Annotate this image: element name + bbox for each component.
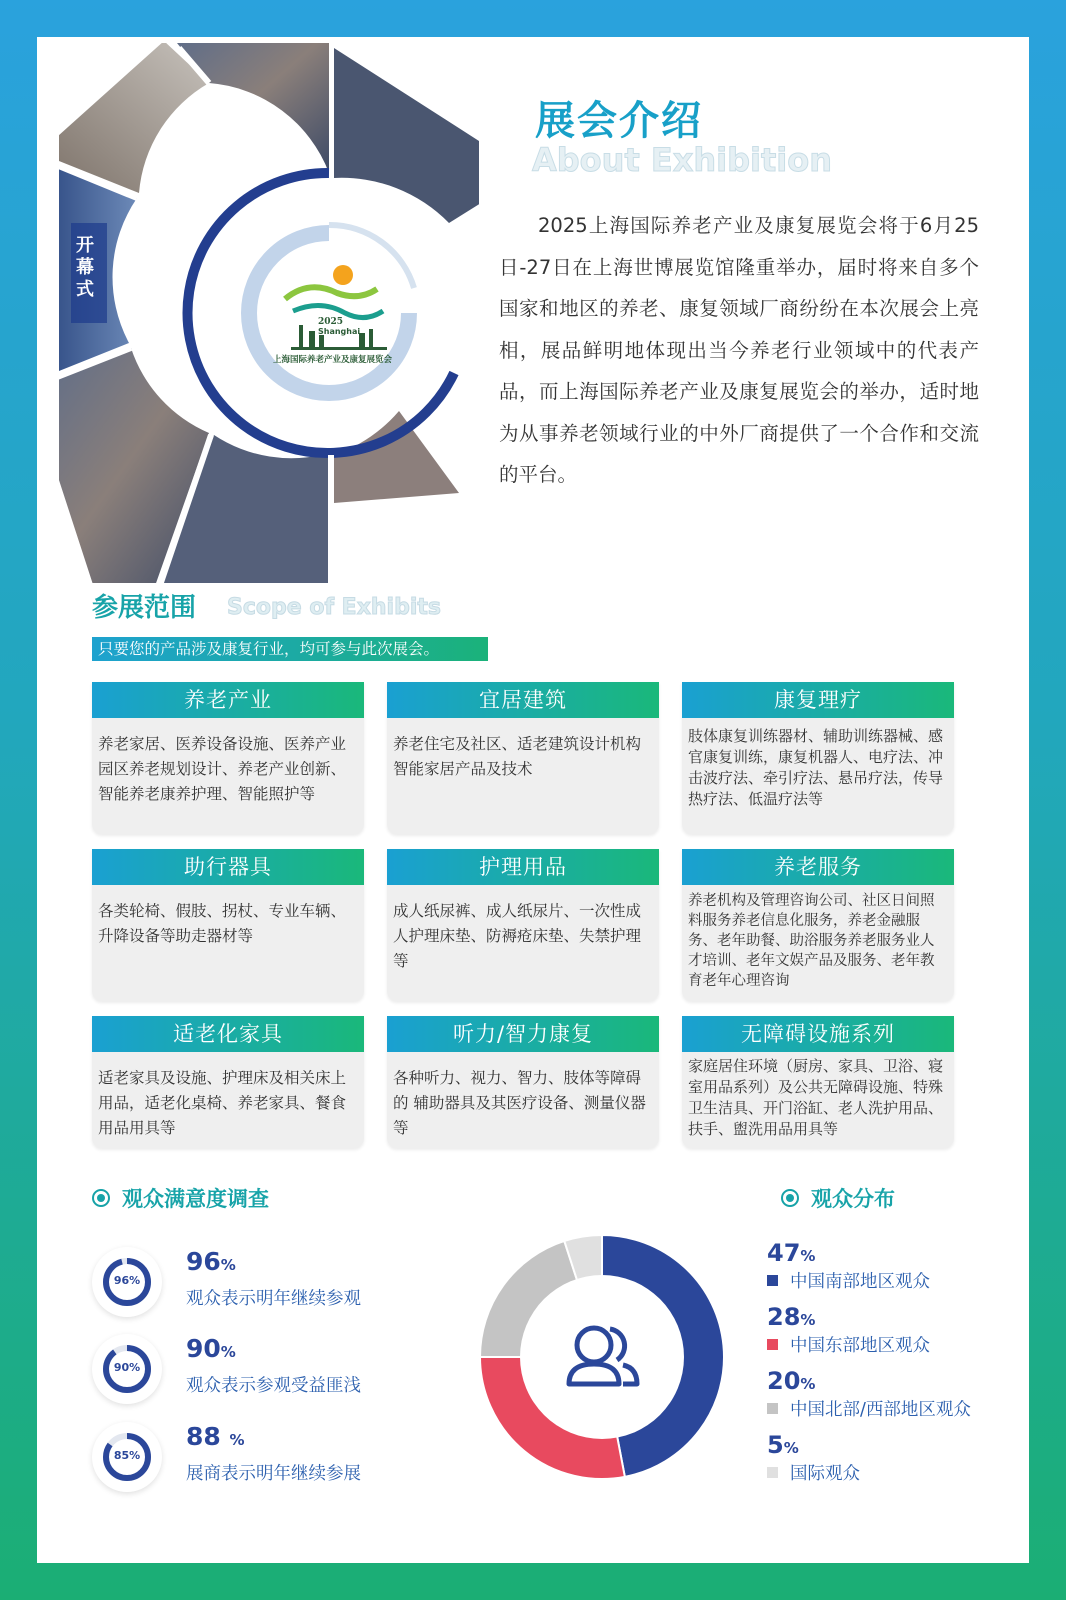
legend-item [767, 1367, 971, 1421]
scope-card-title: 养老产业 [92, 682, 364, 718]
crowd-photo-sector [59, 43, 209, 193]
legend-label: 中国东部地区观众 [790, 1336, 930, 1356]
scope-card-body: 适老家具及设施、护理床及相关床上用品，适老化桌椅、养老家具、餐食用品用具等 [98, 1069, 347, 1137]
crowd-photo-sector [334, 411, 459, 503]
scope-card [682, 1016, 954, 1148]
legend-label: 国际观众 [790, 1464, 860, 1484]
scope-card-title: 护理用品 [387, 849, 659, 885]
scope-card-body: 养老住宅及社区、适老建筑设计机构智能家居产品及技术 [393, 735, 642, 778]
scope-card [682, 849, 954, 1001]
scope-card-title: 无障碍设施系列 [682, 1016, 954, 1052]
scope-banner: 只要您的产品涉及康复行业，均可参与此次展会。 [92, 637, 488, 661]
satisfaction-value: 88 % [186, 1422, 245, 1451]
scope-card [92, 849, 364, 1001]
scope-card-body: 成人纸尿裤、成人纸尿片、一次性成人护理床垫、防褥疮床垫、失禁护理等 [393, 902, 642, 970]
legend-swatch [767, 1275, 778, 1286]
legend-item [767, 1239, 930, 1293]
satisfaction-heading [92, 1183, 269, 1213]
scope-subtitle: Scope of Exhibits [227, 595, 441, 620]
legend-value: 5% [767, 1431, 799, 1459]
scope-card-body: 养老家居、医养设备设施、医养产业园区养老规划设计、养老产业创新、智能养老康养护理、智能照护等 [98, 735, 347, 803]
distribution-heading [781, 1183, 895, 1213]
bullet-icon [781, 1189, 799, 1207]
hero-subtitle: About Exhibition [532, 141, 833, 179]
legend-label: 中国北部/西部地区观众 [790, 1400, 971, 1420]
scope-card-body: 各种听力、视力、智力、肢体等障碍的 辅助器具及其医疗设备、测量仪器等 [393, 1069, 646, 1137]
scope-card-title: 助行器具 [92, 849, 364, 885]
hero-photo-fan [59, 43, 479, 583]
satisfaction-desc: 观众表示参观受益匪浅 [186, 1376, 361, 1396]
progress-ring [92, 1247, 162, 1317]
legend-swatch [767, 1467, 778, 1478]
hero-intro-text: 2025上海国际养老产业及康复展览会将于6月25日-27日在上海世博展览馆隆重举办，届时将来自多个国家和地区的养老、康复领域厂商纷纷在本次展会上亮相，展品鲜明地体现出当今养老行业领域中的代表产品，而上海国际养老产业及康复展览会的举办，适时地为从事养老领域行业的中外厂商提供了一个合作和交流的平台。 [499, 214, 979, 486]
bullet-icon [92, 1189, 110, 1207]
scope-card-body: 养老机构及管理咨询公司、社区日间照料服务养老信息化服务，养老金融服务、老年助餐、助浴服务养老服务业人才培训、老年文娱产品及服务、老年教育老年心理咨询 [688, 893, 935, 989]
progress-ring-label: 85% [113, 1449, 141, 1462]
legend-label: 中国南部地区观众 [790, 1272, 930, 1292]
scope-card-title: 宜居建筑 [387, 682, 659, 718]
legend-value: 28% [767, 1303, 816, 1331]
scope-card-grid [92, 682, 954, 1148]
scope-card [387, 1016, 659, 1148]
scope-card-body: 家庭居住环境（厨房、家具、卫浴、寝室用品系列）及公共无障碍设施、特殊卫生洁具、开门浴缸、老人洗护用品、扶手、盥洗用品用具等 [688, 1057, 944, 1138]
legend-swatch [767, 1339, 778, 1350]
legend-swatch [767, 1403, 778, 1414]
satisfaction-item [92, 1334, 412, 1404]
scope-title: 参展范围 [92, 593, 197, 623]
satisfaction-desc: 展商表示明年继续参展 [186, 1464, 361, 1484]
crowd-photo-sector [334, 48, 479, 223]
logo-caption: 上海国际养老产业及康复展览会 [273, 355, 393, 365]
scope-card [92, 682, 364, 834]
progress-ring-label: 90% [113, 1361, 141, 1374]
satisfaction-item [92, 1247, 412, 1317]
legend-item [767, 1431, 860, 1485]
satisfaction-value: 90% [186, 1334, 236, 1363]
legend-value: 20% [767, 1367, 816, 1395]
scope-card-body: 肢体康复训练器材、辅助训练器械、感官康复训练，康复机器人、电疗法、冲击波疗法、牵引疗法、悬吊疗法，传导热疗法、低温疗法等 [688, 727, 944, 808]
scope-card [682, 682, 954, 834]
scope-card [92, 1016, 364, 1148]
scope-card-title: 听力/智力康复 [387, 1016, 659, 1052]
scope-card-body: 各类轮椅、假肢、拐杖、专业车辆、升降设备等助走器材等 [98, 902, 347, 945]
legend-value: 47% [767, 1239, 816, 1267]
scope-card [387, 849, 659, 1001]
scope-card-title: 养老服务 [682, 849, 954, 885]
satisfaction-desc: 观众表示明年继续参观 [186, 1289, 361, 1309]
satisfaction-title: 观众满意度调查 [122, 1187, 269, 1211]
progress-ring-label: 96% [113, 1274, 141, 1287]
audience-donut-chart [477, 1232, 727, 1482]
legend-item [767, 1303, 930, 1357]
distribution-title: 观众分布 [811, 1187, 895, 1211]
logo-city: Shanghai [318, 327, 361, 336]
scope-card [387, 682, 659, 834]
satisfaction-value: 96% [186, 1247, 236, 1276]
scope-card-title: 康复理疗 [682, 682, 954, 718]
satisfaction-item [92, 1422, 412, 1492]
hero-title: 展会介绍 [535, 98, 703, 144]
progress-ring [92, 1422, 162, 1492]
scope-card-title: 适老化家具 [92, 1016, 364, 1052]
logo-year: 2025 [318, 317, 344, 327]
content-panel [37, 37, 1029, 1563]
opening-label: 开幕式 [76, 235, 94, 300]
progress-ring [92, 1334, 162, 1404]
